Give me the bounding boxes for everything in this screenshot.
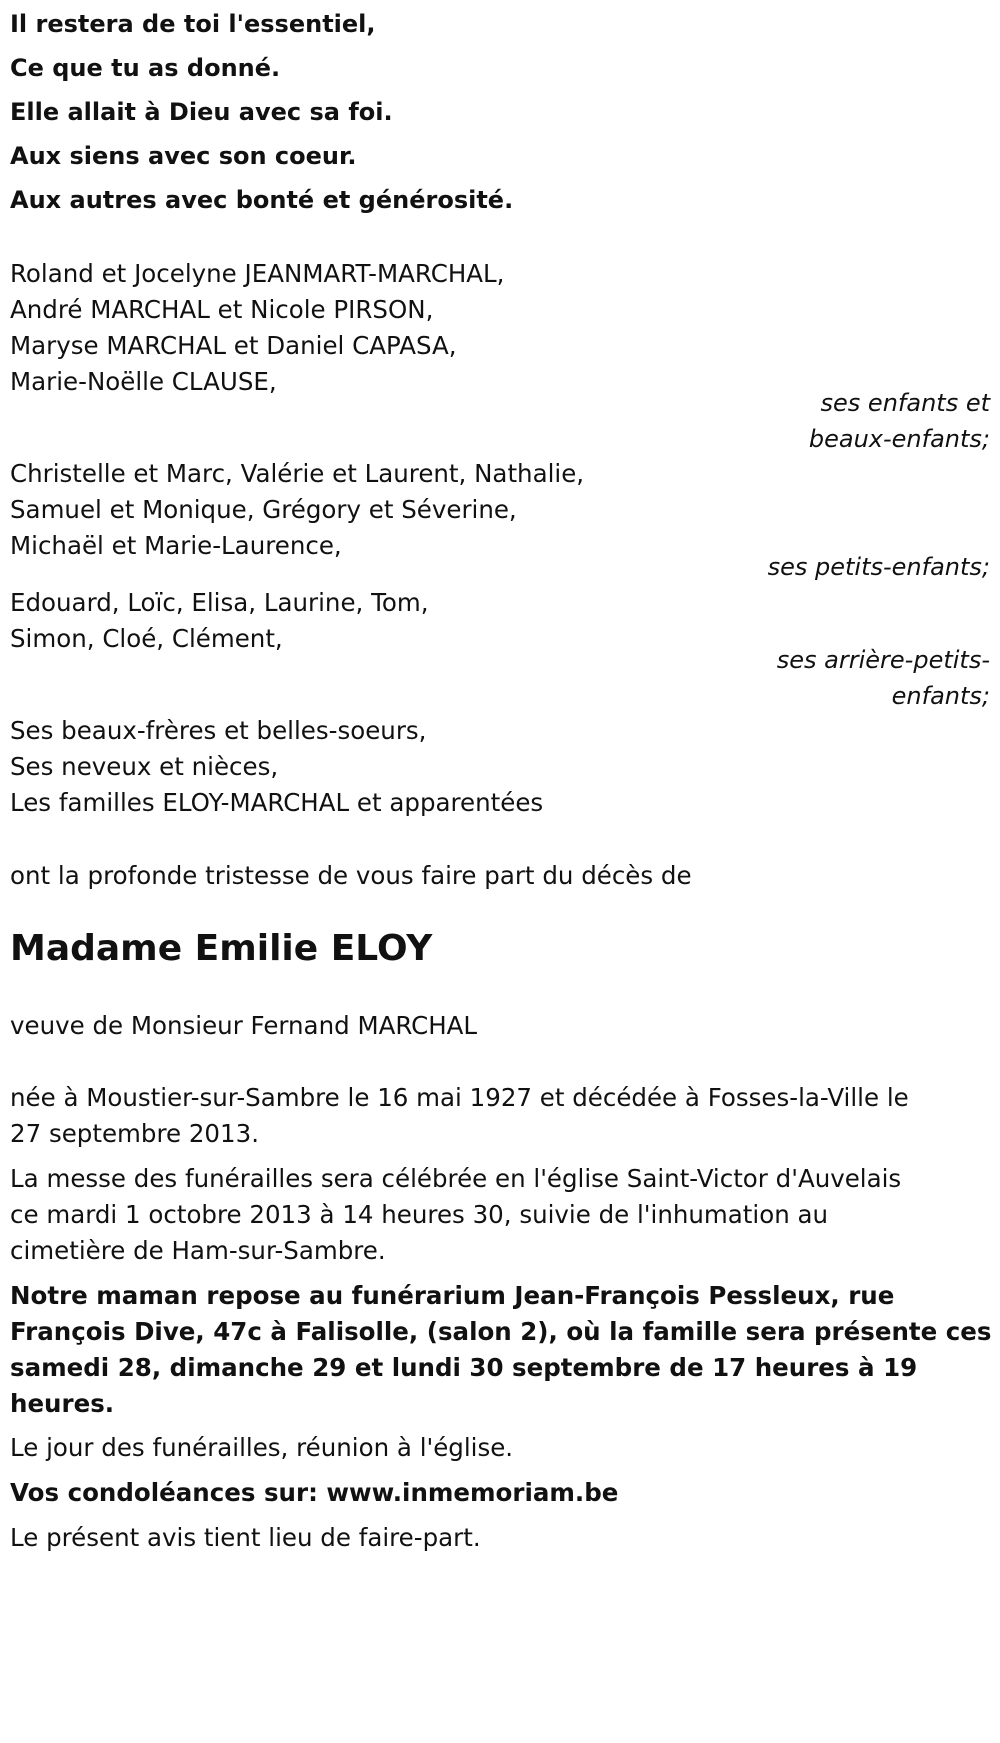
funerarium-line-3: samedi 28, dimanche 29 et lundi 30 septembre de 17 heures à 19 bbox=[10, 1353, 918, 1382]
birth-death-line-1: née à Moustier-sur-Sambre le 16 mai 1927 et décédée à Fosses-la-Ville le bbox=[10, 1083, 909, 1112]
poem-line-1: Il restera de toi l'essentiel, bbox=[10, 10, 376, 38]
grandchildren-line-1: Christelle et Marc, Valérie et Laurent, Nathalie, bbox=[10, 459, 585, 488]
condolences-note: Vos condoléances sur: www.inmemoriam.be bbox=[10, 1478, 619, 1507]
grandchildren-line-2: Samuel et Monique, Grégory et Séverine, bbox=[10, 495, 517, 524]
reunion-note: Le jour des funérailles, réunion à l'église. bbox=[10, 1433, 514, 1462]
deceased-name: Madame Emilie ELOY bbox=[10, 928, 433, 969]
great-grandchildren-line-1: Edouard, Loïc, Elisa, Laurine, Tom, bbox=[10, 588, 429, 617]
children-line-4: Marie-Noëlle CLAUSE, bbox=[10, 367, 277, 396]
funerarium-line-4: heures. bbox=[10, 1389, 115, 1418]
birth-death-line-2: 27 septembre 2013. bbox=[10, 1119, 259, 1148]
great-grandchildren-line-2: Simon, Cloé, Clément, bbox=[10, 624, 283, 653]
others-line-3: Les familles ELOY-MARCHAL et apparentées bbox=[10, 788, 544, 817]
funerarium-line-2: François Dive, 47c à Falisolle, (salon 2), où la famille sera présente ces bbox=[10, 1317, 992, 1346]
poem-line-5: Aux autres avec bonté et générosité. bbox=[10, 186, 514, 214]
grandchildren-line-3: Michaël et Marie-Laurence, bbox=[10, 531, 342, 560]
mass-line-3: cimetière de Ham-sur-Sambre. bbox=[10, 1236, 386, 1265]
others-line-2: Ses neveux et nièces, bbox=[10, 752, 279, 781]
mass-line-1: La messe des funérailles sera célébrée en l'église Saint-Victor d'Auvelais bbox=[10, 1164, 902, 1193]
funerarium-line-1: Notre maman repose au funérarium Jean-François Pessleux, rue bbox=[10, 1281, 895, 1310]
announcement: ont la profonde tristesse de vous faire part du décès de bbox=[10, 861, 692, 890]
great-grandchildren-role-line-2: enfants; bbox=[891, 682, 990, 710]
children-line-2: André MARCHAL et Nicole PIRSON, bbox=[10, 295, 434, 324]
others-line-1: Ses beaux-frères et belles-soeurs, bbox=[10, 716, 427, 745]
children-role-line-1: ses enfants et bbox=[820, 389, 990, 417]
widow-of: veuve de Monsieur Fernand MARCHAL bbox=[10, 1011, 478, 1040]
grandchildren-role: ses petits-enfants; bbox=[767, 553, 990, 581]
mass-line-2: ce mardi 1 octobre 2013 à 14 heures 30, suivie de l'inhumation au bbox=[10, 1200, 829, 1229]
great-grandchildren-role-line-1: ses arrière-petits- bbox=[776, 646, 990, 674]
poem-line-4: Aux siens avec son coeur. bbox=[10, 142, 357, 170]
poem-line-3: Elle allait à Dieu avec sa foi. bbox=[10, 98, 393, 126]
poem-line-2: Ce que tu as donné. bbox=[10, 54, 281, 82]
children-role-line-2: beaux-enfants; bbox=[808, 425, 990, 453]
children-line-1: Roland et Jocelyne JEANMART-MARCHAL, bbox=[10, 259, 505, 288]
children-line-3: Maryse MARCHAL et Daniel CAPASA, bbox=[10, 331, 457, 360]
closing-note: Le présent avis tient lieu de faire-part. bbox=[10, 1523, 481, 1552]
